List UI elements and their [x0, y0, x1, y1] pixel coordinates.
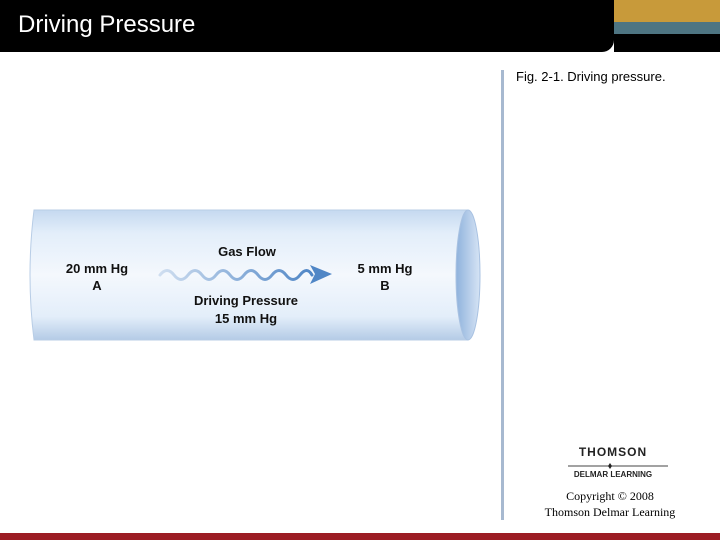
tube-end-opening — [456, 210, 480, 340]
corner-accent-teal — [614, 22, 720, 34]
logo-star-rule-icon — [568, 462, 668, 470]
bottom-accent-bar — [0, 533, 720, 540]
copyright-line-1: Copyright © 2008 — [566, 489, 654, 503]
delmar-learning-logo: DELMAR LEARNING — [573, 470, 653, 479]
thomson-logo: THOMSON — [578, 445, 648, 459]
figure-caption: Fig. 2-1. Driving pressure. — [516, 69, 666, 84]
corner-accent-dark — [614, 34, 720, 52]
copyright-notice — [530, 488, 690, 520]
corner-accent-gold — [614, 0, 720, 22]
driving-pressure-label: Driving Pressure — [193, 293, 299, 308]
copyright-line-2: Thomson Delmar Learning — [544, 505, 676, 519]
gas-flow-label: Gas Flow — [218, 244, 276, 259]
left-pressure-label: 20 mm Hg — [65, 261, 129, 276]
vertical-divider — [501, 70, 504, 520]
driving-pressure-diagram — [20, 200, 500, 350]
right-point-label: B — [380, 278, 390, 293]
right-pressure-label: 5 mm Hg — [357, 261, 413, 276]
left-point-label: A — [92, 278, 102, 293]
title-bar — [0, 0, 614, 52]
driving-pressure-value: 15 mm Hg — [214, 311, 278, 326]
slide-title: Driving Pressure — [18, 11, 196, 38]
